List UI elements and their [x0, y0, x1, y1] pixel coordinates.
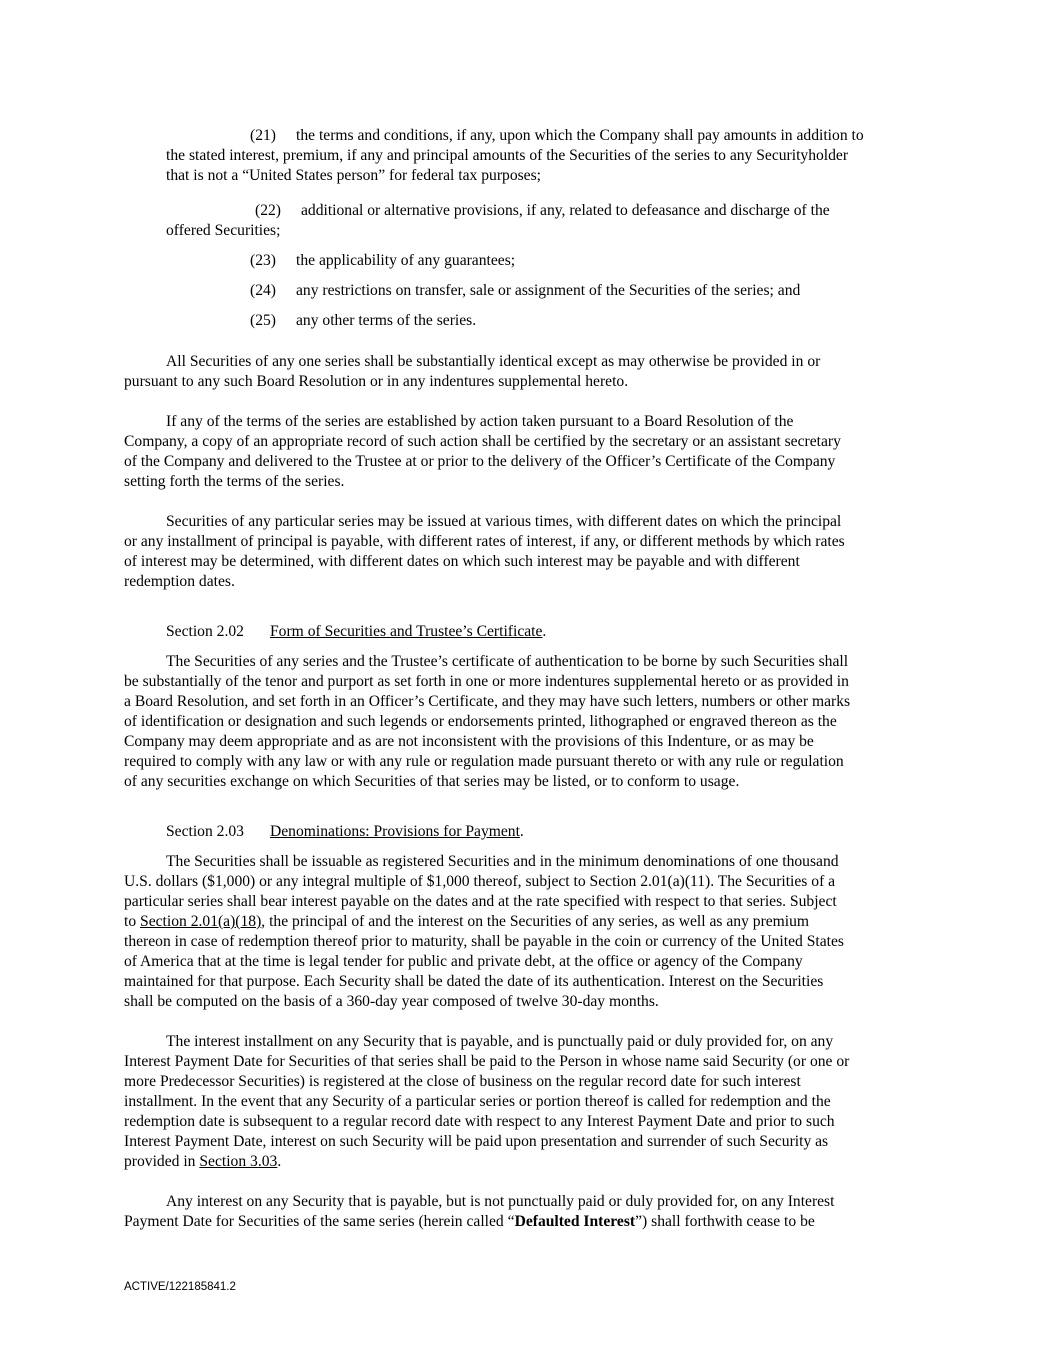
item-number: (23) — [250, 252, 276, 269]
list-item — [250, 281, 800, 301]
item-number: (21) — [250, 127, 276, 144]
item-text: offered Securities; — [166, 222, 281, 239]
item-number: (22) — [255, 202, 281, 219]
section-title: Denominations: Provisions for Payment — [270, 823, 520, 840]
document-id-footer: ACTIVE/122185841.2 — [124, 1281, 236, 1293]
item-number: (24) — [250, 282, 276, 299]
section-title: Form of Securities and Trustee’s Certificate — [270, 623, 543, 640]
item-text: additional or alternative provisions, if any, related to defeasance and discharge of the — [301, 202, 830, 219]
document-page: (21) the terms and conditions, if any, upon which the Company shall pay amounts in addition to the stated interest, premium, if any and principal amounts of the Securities of the series to any Securityholder that is not a “United States person” for federal tax purposes; (22) additional or alternative provisions, if any, related to defeasance and discharge of the offered Securities; (23) the applicability of any guarantees; (24) any restrictions on transfer, sale or assignment of the Securities of the series; and (25) any other terms of the series. All Securities of any one series shall be substantially identical except as may otherwise be provided in or pursuant to any such Board Resolution or in any indentures supplemental hereto. If any of the terms of the series are established by action taken pursuant to a Board Resolution of the Company, a copy of an appropriate record of such action shall be certified by the secretary or an assistant secretary of the Company and delivered to the Trustee at or prior to the delivery of the Officer’s Certificate of the Company setting forth the terms of the series. Securities of any particular series may be issued at various times, with different dates on which the principal or any installment of principal is payable, with different rates of interest, if any, or different methods by which rates of interest may be determined, with different dates on which such interest may be payable and with different redemption dates. Section 2.02 Form of Securities and Trustee’s Certificate. The Securities of any series and the Trustee’s certificate of authentication to be borne by such Securities shall be substantially of the tenor and purport as set forth in one or more indentures supplemental hereto or as provided in a Board Resolution, and set forth in an Officer’s Certificate, and they may have such letters, numbers or other marks of identification or designation and such legends or endorsements printed, lithographed or engraved thereon as the Company may deem appropriate and as are not inconsistent with the provisions of this Indenture, or as may be required to comply with any law or with any rule or regulation made pursuant thereto or with any rule or regulation of any securities exchange on which Securities of that series may be listed, or to conform to usage. Section 2.03 Denominations: Provisions for Payment. The Securities shall be issuable as registered Securities and in the minimum denominations of one thousand U.S. dollars ($1,000) or any integral multiple of $1,000 thereof, subject to Section 2.01(a)(11). The Securities of a particular series shall bear interest payable on the dates and at the rate specified with respect to that series. Subject to Section 2.01(a)(18), the principal of and the interest on the Securities of any series, as well as any premium thereon in case of redemption thereof prior to maturity, shall be payable in the coin or currency of the United States of America that at the time is legal tender for public and private debt, at the office or agency of the Company maintained for that purpose. Each Security shall be dated the date of its authentication. Interest on the Securities shall be computed on the basis of a 360-day year composed of twelve 30-day months. The interest installment on any Security that is payable, and is punctually paid or duly provided for, on any Interest Payment Date for Securities of that series shall be paid to the Person in whose name said Security (or one or more Predecessor Securities) is registered at the close of business on the regular record date for such interest installment. In the event that any Security of a particular series or portion thereof is called for redemption and the redemption date is subsequent to a regular record date with respect to any Interest Payment Date and prior to such Interest Payment Date, interest on such Security will be paid upon presentation and surrender of such Security as provided in Section 3.03. Any interest on any Security that is payable, but is not punctually paid or duly provided for, on any Interest Payment Date for Securities of the same series (herein called “Defaulted Interest”) shall forthwith cease to be ACTIVE/122185841.2 — [124, 127, 864, 1293]
list-item — [250, 251, 515, 271]
section-number: Section 2.03 — [166, 823, 244, 840]
item-text: any restrictions on transfer, sale or assignment of the Securities of the series; and — [296, 282, 801, 299]
item-text: that is not a “United States person” for federal tax purposes; — [166, 167, 542, 184]
list-item — [250, 311, 476, 331]
section-number: Section 2.02 — [166, 623, 244, 640]
section-reference: Section 3.03 — [199, 1153, 278, 1170]
defined-term: Defaulted Interest — [514, 1213, 636, 1230]
section-heading: Section 2.03 Denominations: Provisions for Payment. — [166, 823, 524, 840]
item-text: any other terms of the series. — [296, 312, 477, 329]
item-number: (25) — [250, 312, 276, 329]
item-text: the applicability of any guarantees; — [296, 252, 516, 269]
section-reference: Section 2.01(a)(18) — [140, 913, 262, 930]
section-heading: Section 2.02 Form of Securities and Trustee’s Certificate. — [166, 623, 547, 640]
item-text: the stated interest, premium, if any and principal amounts of the Securities of the series to any Securityholder — [166, 147, 849, 164]
item-text: the terms and conditions, if any, upon which the Company shall pay amounts in addition to — [296, 127, 864, 144]
